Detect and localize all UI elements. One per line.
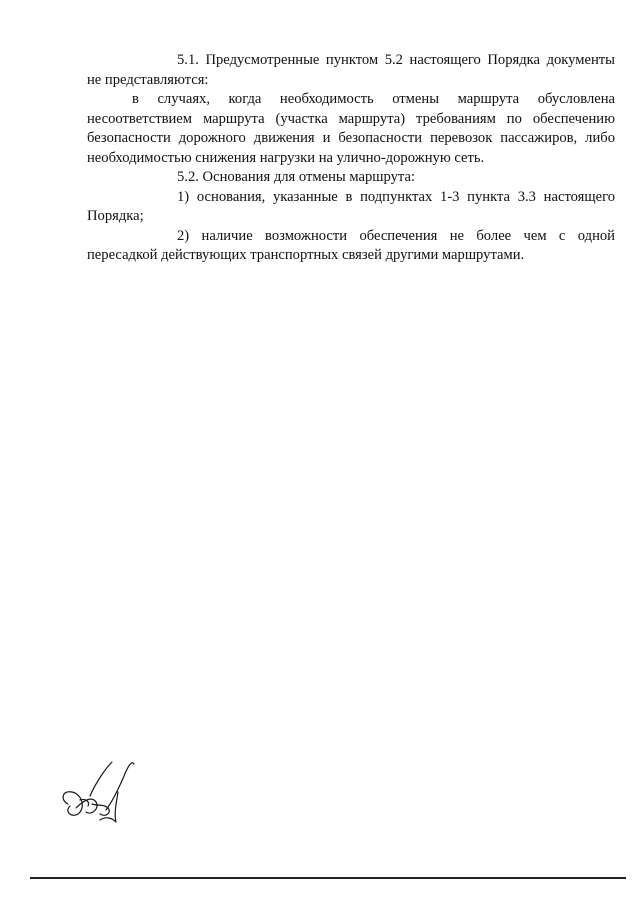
list-item-2 [87,227,615,266]
paragraph-number: 5.2. [177,169,199,185]
paragraph-5-1 [87,51,615,90]
list-item-1 [87,188,615,227]
list-item-number: 2) [177,227,190,244]
paragraph-text: в случаях, когда необходимость отмены маршрута обусловлена несоответствием маршрута (участка маршрута) требованиям по обеспечению безопасности дорожного движения и безопасности перевозок пассажиров, либо необходимостью снижения нагрузки на улично-дорожную сеть. [87,91,615,166]
paragraph-text: Основания для отмены маршрута: [202,169,415,185]
handwritten-signature-icon [56,752,146,832]
paragraph-number: 5.1. [177,52,199,68]
list-item-number: 1) [177,188,190,205]
paragraph-cases [87,90,615,168]
paragraph-5-2 [87,168,615,188]
document-body [87,51,615,266]
list-item-text: основания, указанные в подпунктах 1-3 пункта 3.3 настоящего Порядка; [87,188,615,224]
footer-divider [30,877,626,879]
paragraph-text: Предусмотренные пунктом 5.2 настоящего Порядка документы не представляются: [87,52,615,88]
list-item-text: наличие возможности обеспечения не более чем с одной пересадкой действующих транспортных связей другими маршрутами. [87,227,615,263]
